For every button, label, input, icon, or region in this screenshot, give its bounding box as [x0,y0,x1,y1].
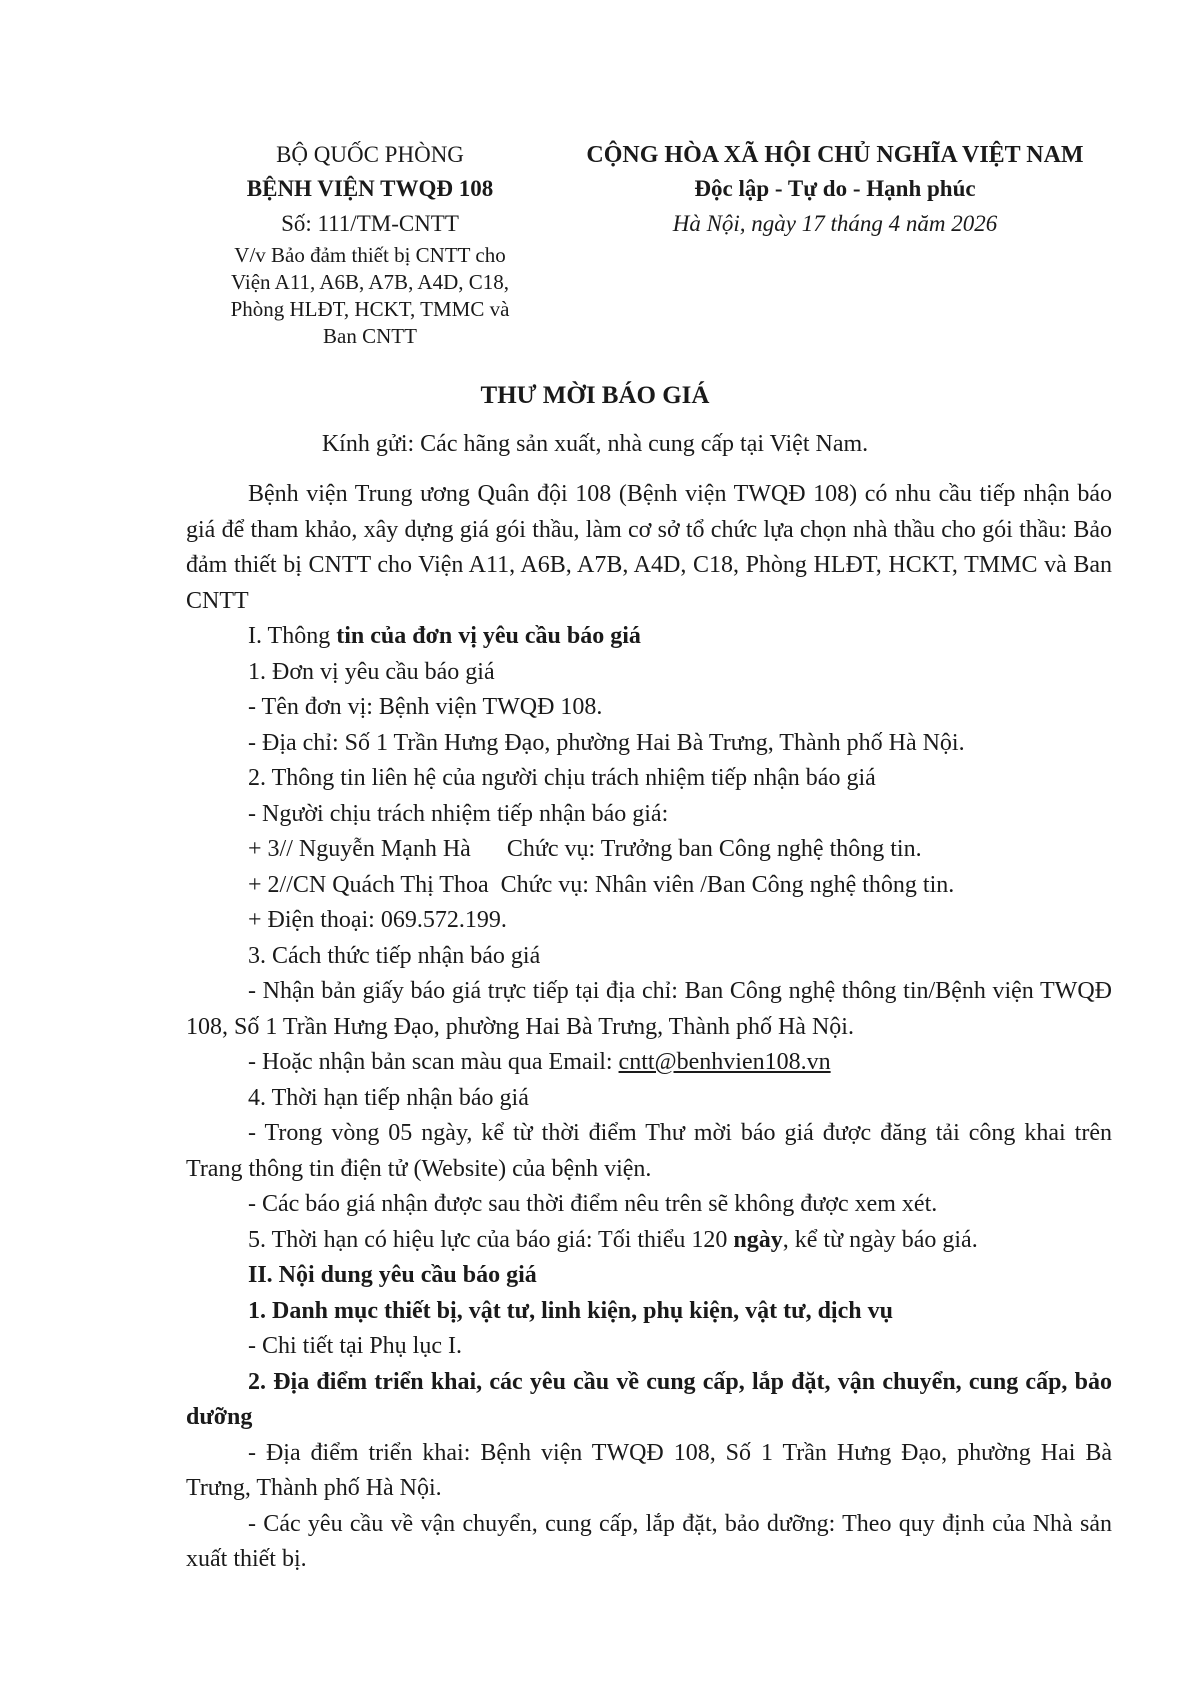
s2-1-detail: - Chi tiết tại Phụ lục I. [248,1333,462,1359]
s1-unit-title: 1. Đơn vị yêu cầu báo giá [248,658,495,685]
section-1-heading [186,619,1112,655]
subject-line-3: Phòng HLĐT, HCKT, TMMC và [230,297,510,321]
s2-1-title: 1. Danh mục thiết bị, vật tư, linh kiện, phụ kiện, vật tư, dịch vụ [248,1297,893,1324]
person-1-role: Chức vụ: Trưởng ban Công nghệ thông tin. [506,836,922,862]
s4-deadline-title: 4. Thời hạn tiếp nhận báo giá [248,1084,529,1111]
place-date: Hà Nội, ngày 17 tháng 4 năm 2026 [672,211,998,236]
document-body [186,477,1112,1578]
section-2-heading: II. Nội dung yêu cầu báo giá [248,1262,537,1288]
hospital-name: BỆNH VIỆN TWQĐ 108 [246,176,494,201]
country-name: CỘNG HÒA XÃ HỘI CHỦ NGHĨA VIỆT NAM [586,142,1084,168]
contact-person-1 [186,832,1112,868]
unit-address: - Địa chỉ: Số 1 Trần Hưng Đạo, phường Hai Bà Trưng, Thành phố Hà Nội. [248,729,965,756]
unit-name: - Tên đơn vị: Bệnh viện TWQĐ 108. [248,694,603,720]
delivery-requirements: - Các yêu cầu về vận chuyển, cung cấp, lắp đặt, bảo dưỡng: Theo quy định của Nhà sản xuất thiết bị. [186,1510,1112,1572]
validity-line [186,1223,1112,1259]
paper-submission: - Nhận bản giấy báo giá trực tiếp tại địa chỉ: Ban Công nghệ thông tin/Bệnh viện TWQĐ 108, Số 1 Trần Hưng Đạo, phường Hai Bà Trưng, Thành phố Hà Nội. [186,978,1112,1040]
person-1-name: + 3// Nguyễn Mạnh Hà [248,836,471,862]
email-link[interactable]: cntt@benhvien108.vn [618,1049,831,1075]
section-1-heading-bold: tin của đơn vị yêu cầu báo giá [336,623,641,649]
s2-contact-title: 2. Thông tin liên hệ của người chịu trách nhiệm tiếp nhận báo giá [248,765,876,791]
national-header [555,138,1115,242]
issuer-header [165,138,575,350]
validity-prefix: 5. Thời hạn có hiệu lực của báo giá: Tối thiểu 120 [248,1226,734,1253]
person-2-role: Chức vụ: Nhân viên /Ban Công nghệ thông tin. [500,871,955,898]
email-submission [186,1045,1112,1081]
responsible-line: - Người chịu trách nhiệm tiếp nhận báo giá: [248,800,669,827]
subject-line-1: V/v Bảo đảm thiết bị CNTT cho [234,243,506,267]
s2-2-title: 2. Địa điểm triển khai, các yêu cầu về cung cấp, lắp đặt, vận chuyển, cung cấp, bảo dưỡng [186,1368,1112,1430]
contact-person-2 [186,868,1112,904]
subject-line-4: Ban CNTT [323,324,417,348]
ministry-name: BỘ QUỐC PHÒNG [276,142,464,167]
document-number: Số: 111/TM-CNTT [281,211,459,236]
email-prefix: - Hoặc nhận bản scan màu qua Email: [248,1049,619,1075]
deadline-text: - Trong vòng 05 ngày, kể từ thời điểm Thư mời báo giá được đăng tải công khai trên Trang thông tin điện tử (Website) của bệnh viện. [186,1120,1112,1182]
national-motto: Độc lập - Tự do - Hạnh phúc [694,176,976,201]
intro-paragraph: Bệnh viện Trung ương Quân đội 108 (Bệnh viện TWQĐ 108) có nhu cầu tiếp nhận báo giá để tham khảo, xây dựng giá gói thầu, làm cơ sở tổ chức lựa chọn nhà thầu cho gói thầu: Bảo đảm thiết bị CNTT cho Viện A11, A6B, A7B, A4D, C18, Phòng HLĐT, HCKT, TMMC và Ban CNTT [186,481,1112,614]
validity-suffix: , kể từ ngày báo giá. [782,1226,978,1253]
section-1-heading-prefix: I. Thông [248,623,337,649]
subject-line-2: Viện A11, A6B, A7B, A4D, C18, [231,270,509,294]
deployment-location: - Địa điểm triển khai: Bệnh viện TWQĐ 108, Số 1 Trần Hưng Đạo, phường Hai Bà Trưng, Thành phố Hà Nội. [186,1439,1112,1501]
s3-method-title: 3. Cách thức tiếp nhận báo giá [248,942,541,969]
recipient-line: Kính gửi: Các hãng sản xuất, nhà cung cấp tại Việt Nam. [321,431,869,457]
contact-phone: + Điện thoại: 069.572.199. [248,907,507,933]
validity-days: ngày [733,1226,783,1253]
late-notice: - Các báo giá nhận được sau thời điểm nêu trên sẽ không được xem xét. [248,1191,938,1217]
document-title: THƯ MỜI BÁO GIÁ [480,382,710,409]
person-2-name: + 2//CN Quách Thị Thoa [248,871,489,898]
